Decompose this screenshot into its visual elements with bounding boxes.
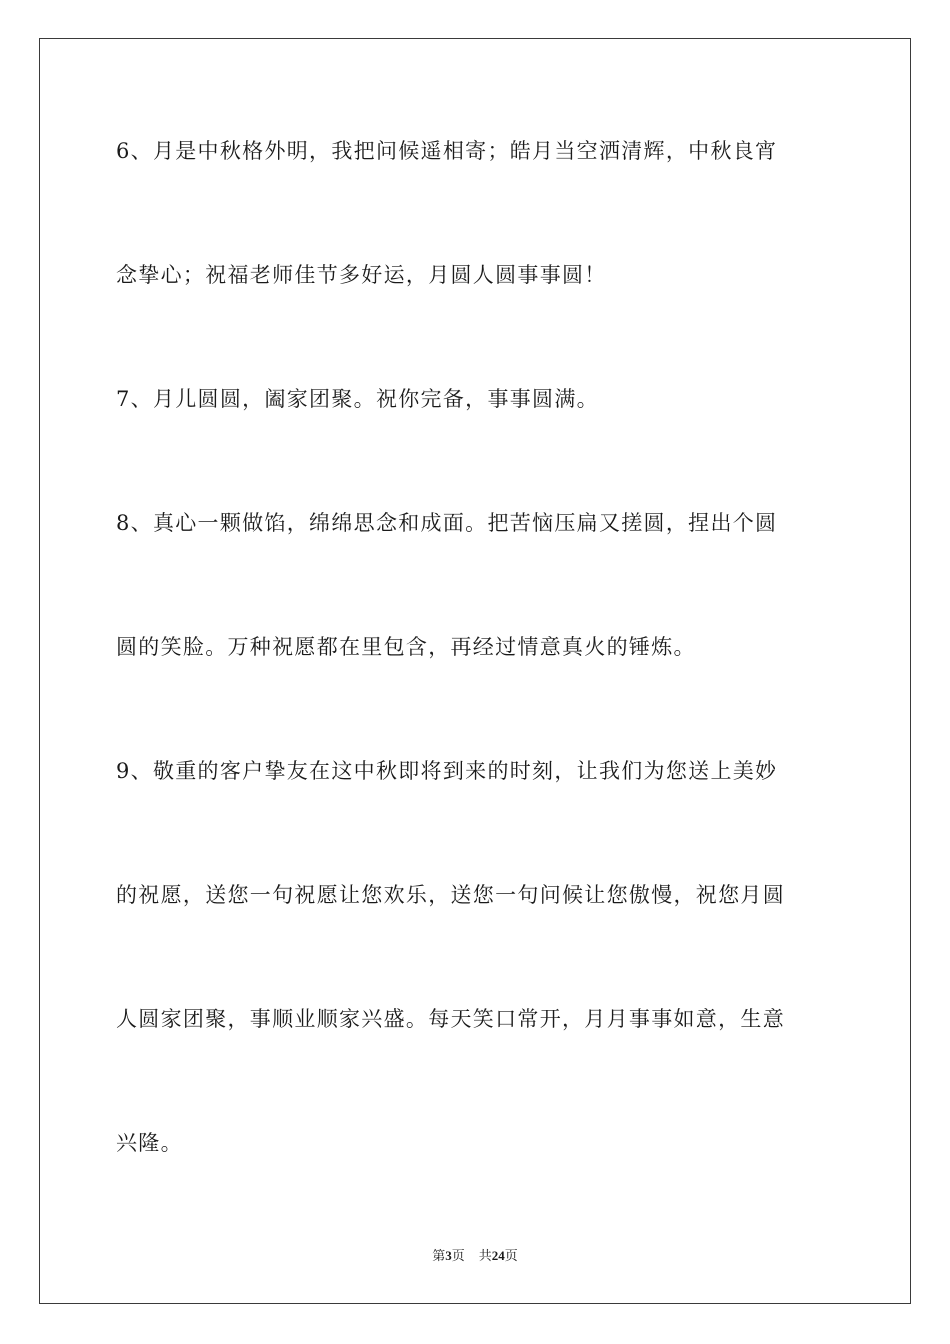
total-suffix: 页 [504, 1249, 518, 1264]
text-line-7: 的祝愿，送您一句祝愿让您欢乐，送您一句问候让您傲慢，祝您月圆 [116, 883, 785, 907]
page-border [39, 38, 911, 1304]
text-line-4: 8、真心一颗做馅，绵绵思念和成面。把苦恼压扁又搓圆，捏出个圆 [116, 511, 778, 535]
text-line-5: 圆的笑脸。万种祝愿都在里包含，再经过情意真火的锤炼。 [116, 635, 696, 659]
page-footer [0, 1247, 950, 1266]
text-line-2: 念挚心；祝福老师佳节多好运，月圆人圆事事圆！ [116, 263, 607, 287]
text-line-1: 6、月是中秋格外明，我把问候遥相寄；皓月当空洒清辉，中秋良宵 [116, 139, 778, 163]
text-line-9: 兴隆。 [116, 1131, 183, 1155]
text-line-6: 9、敬重的客户挚友在这中秋即将到来的时刻，让我们为您送上美妙 [116, 759, 778, 783]
page-suffix: 页 [451, 1249, 465, 1264]
page-prefix: 第 [432, 1249, 446, 1264]
text-line-3: 7、月儿圆圆，阖家团聚。祝你完备，事事圆满。 [116, 387, 599, 411]
page-total: 24 [491, 1248, 505, 1263]
text-line-8: 人圆家团聚，事顺业顺家兴盛。每天笑口常开，月月事事如意，生意 [116, 1007, 785, 1031]
page-current: 3 [445, 1248, 452, 1263]
total-prefix: 共 [478, 1249, 492, 1264]
